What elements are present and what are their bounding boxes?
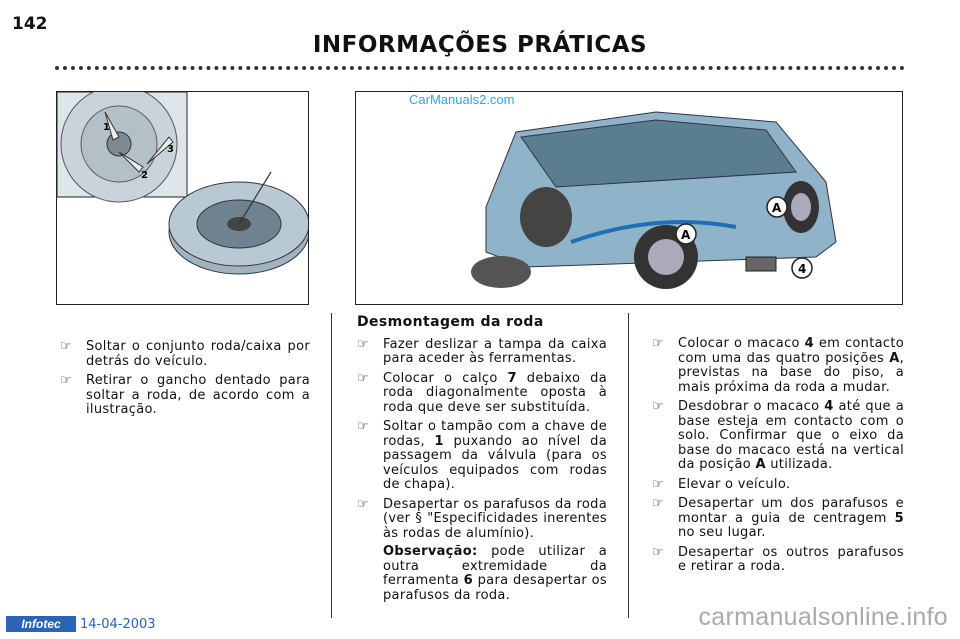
pointing-hand-icon: ☞ <box>357 336 369 352</box>
tyre-on-ground <box>471 256 531 288</box>
pointing-hand-icon: ☞ <box>357 496 369 512</box>
car-jack-drawing <box>356 92 903 305</box>
pointing-hand-icon: ☞ <box>652 496 664 511</box>
column-divider-2 <box>628 313 629 618</box>
column-divider-1 <box>331 313 332 618</box>
list-item: ☞ Desapertar um dos parafusos e montar a guia de centragem 5 no seu lugar. <box>652 496 904 540</box>
watermark-text: CarManuals2.com <box>409 92 515 107</box>
list-item: ☞ Desapertar os outros parafusos e retirar a roda. <box>652 544 904 574</box>
label-1: 1 <box>103 122 110 133</box>
page-number: 142 <box>12 14 48 34</box>
list-item: ☞ Colocar o macaco 4 em contacto com uma das quatro posições A, previstas na base do piso, a mais próxima da roda a mudar. <box>652 336 904 395</box>
section-heading: Desmontagem da roda <box>357 314 544 330</box>
middle-column <box>357 315 607 603</box>
list-item: ☞ Desdobrar o macaco 4 até que a base esteja em contacto com o solo. Confirmar que o eixo da base do macaco está na vertical da posição A utilizada. <box>652 399 904 472</box>
pointing-hand-icon: ☞ <box>60 339 72 354</box>
page-title: INFORMAÇÕES PRÁTICAS <box>312 32 648 58</box>
label-4: 4 <box>798 262 807 276</box>
title-divider <box>55 66 905 70</box>
label-2: 2 <box>141 170 148 181</box>
list-item: ☞ Desapertar os parafusos da roda (ver § "Especificidades inerentes às rodas de alumínio). <box>357 496 607 541</box>
list-item: ☞ Soltar o conjunto roda/caixa por detrás do veículo. <box>60 339 310 369</box>
spare-wheel-illustration <box>56 91 309 305</box>
spare-wheel-on-car <box>520 187 572 247</box>
list-item: ☞ Soltar o tampão com a chave de rodas, 1 puxando ao nível da passagem da válvula (para os veículos equipados com rodas de chapa). <box>357 419 607 492</box>
label-a-2: A <box>772 201 782 215</box>
label-a-1: A <box>681 228 691 242</box>
jack-icon <box>746 257 776 271</box>
pointing-hand-icon: ☞ <box>652 399 664 414</box>
label-3: 3 <box>167 144 174 155</box>
list-item: ☞ Elevar o veículo. <box>652 476 791 492</box>
car-jack-illustration <box>355 91 903 305</box>
observation-note: Observação: pode utilizar a outra extremidade da ferramenta 6 para desapertar os parafusos da roda. <box>383 544 607 603</box>
left-column <box>60 340 310 423</box>
pointing-hand-icon: ☞ <box>652 336 664 351</box>
right-column <box>652 337 904 580</box>
list-item: ☞ Fazer deslizar a tampa da caixa para aceder às ferramentas. <box>357 336 607 366</box>
spare-wheel-drawing <box>57 92 309 305</box>
infotec-logo: Infotec <box>6 616 76 632</box>
footer-watermark: carmanualsonline.info <box>698 603 948 631</box>
list-item: ☞ Retirar o gancho dentado para soltar a roda, de acordo com a ilustração. <box>60 373 310 417</box>
pointing-hand-icon: ☞ <box>357 370 369 386</box>
pointing-hand-icon: ☞ <box>652 476 664 492</box>
pointing-hand-icon: ☞ <box>60 373 72 388</box>
footer-date: 14-04-2003 <box>80 617 156 632</box>
pointing-hand-icon: ☞ <box>357 419 369 434</box>
pointing-hand-icon: ☞ <box>652 544 664 560</box>
list-item: ☞ Colocar o calço 7 debaixo da roda diagonalmente oposta à roda que deve ser substituída. <box>357 370 607 415</box>
